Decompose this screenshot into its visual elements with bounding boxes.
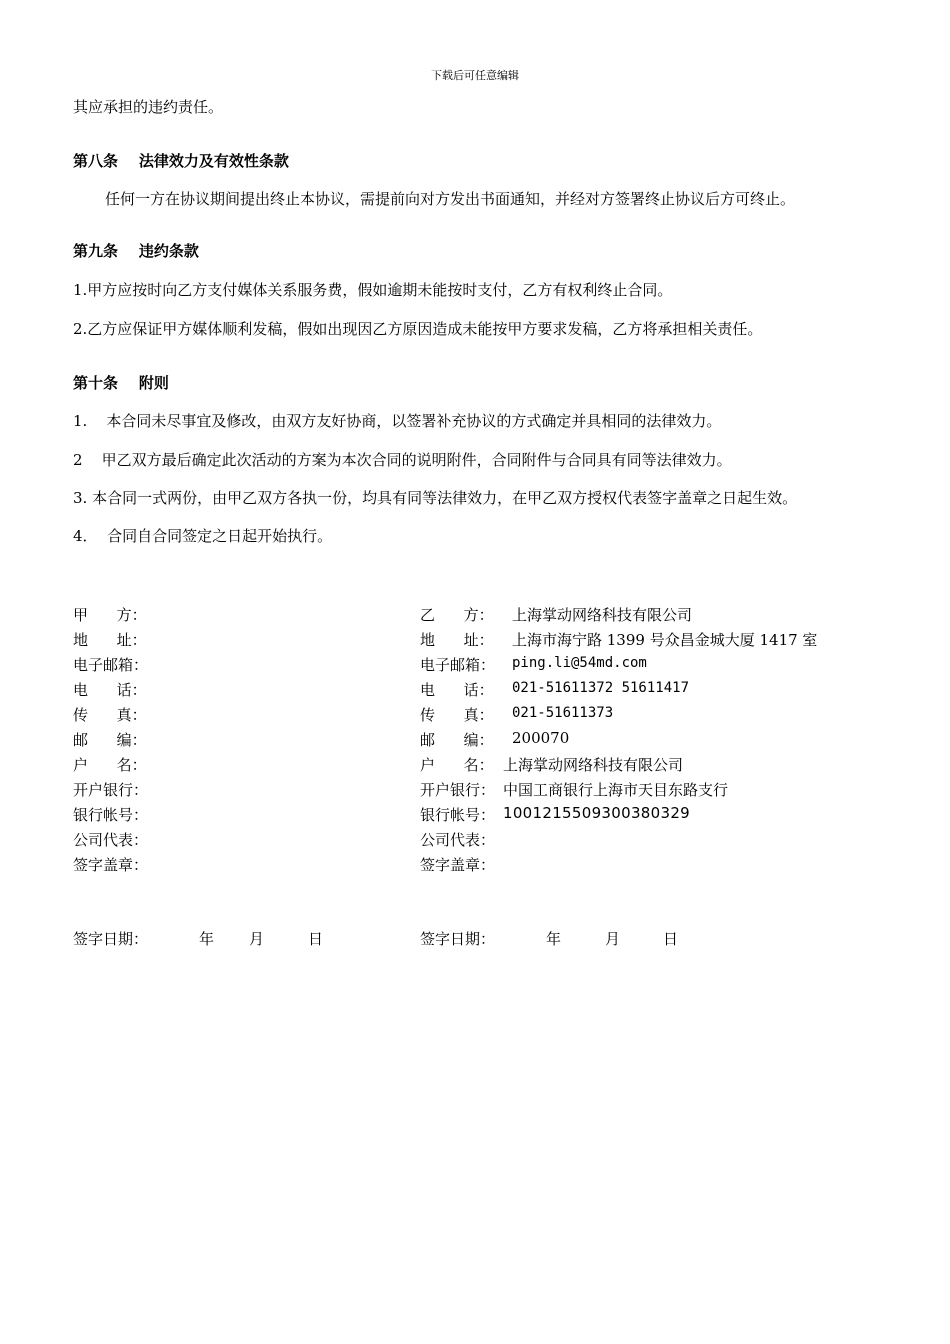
party-b-email-value: ping.li@54md.com [512, 655, 647, 671]
party-a-date-label: 签字日期： [73, 930, 149, 948]
party-b-phone-value: 021-51611372 51611417 [512, 680, 690, 696]
article-10-title: 第十条 附则 [73, 374, 169, 392]
party-a-account-no-label: 银行帐号： [73, 806, 149, 824]
party-b-phone-label: 电 话： [420, 681, 494, 699]
party-b-account-no-value: 1001215509300380329 [503, 804, 691, 822]
party-b-date-label: 签字日期： [420, 930, 496, 948]
party-b-date-year: 年 [546, 930, 562, 948]
article-9-item-1: 1.甲方应按时向乙方支付媒体关系服务费，假如逾期未能按时支付，乙方有权利终止合同。 [73, 281, 673, 299]
paragraph-continuation: 其应承担的违约责任。 [73, 98, 224, 116]
party-a-date-month: 月 [249, 930, 265, 948]
party-b-fax-value: 021-51611373 [512, 705, 614, 721]
party-b-address-value: 上海市海宁路 1399 号众昌金城大厦 1417 室 [512, 631, 818, 649]
party-b-seal-label: 签字盖章： [420, 856, 496, 874]
party-b-fax-label: 传 真： [420, 706, 494, 724]
article-8-paragraph: 任何一方在协议期间提出终止本协议，需提前向对方发出书面通知，并经对方签署终止协议后方可终止。 [105, 190, 796, 208]
party-a-fax-label: 传 真： [73, 706, 147, 724]
party-b-account-name-value: 上海掌动网络科技有限公司 [503, 756, 684, 774]
page-header: 下载后可任意编辑 [431, 69, 519, 82]
party-b-account-name-label: 户 名： [420, 756, 494, 774]
party-a-address-label: 地 址： [73, 631, 147, 649]
party-b-bank-value: 中国工商银行上海市天目东路支行 [503, 781, 729, 799]
party-a-zip-label: 邮 编： [73, 731, 147, 749]
party-a-date-year: 年 [199, 930, 215, 948]
article-10-item-1: 1. 本合同未尽事宜及修改，由双方友好协商，以签署补充协议的方式确定并具相同的法律效力。 [73, 412, 722, 430]
article-10-item-2: 2 甲乙双方最后确定此次活动的方案为本次合同的说明附件，合同附件与合同具有同等法律效力。 [73, 451, 732, 469]
party-b-address-label: 地 址： [420, 631, 494, 649]
party-b-zip-label: 邮 编： [420, 731, 494, 749]
party-a-account-name-label: 户 名： [73, 756, 147, 774]
party-a-name-label: 甲 方： [73, 606, 147, 624]
party-a-seal-label: 签字盖章： [73, 856, 149, 874]
party-b-zip-value: 200070 [512, 729, 570, 747]
party-a-rep-label: 公司代表： [73, 831, 149, 849]
party-b-name-label: 乙 方： [420, 606, 494, 624]
article-9-title: 第九条 违约条款 [73, 242, 199, 260]
party-b-account-no-label: 银行帐号： [420, 806, 496, 824]
article-10-item-3: 3. 本合同一式两份，由甲乙双方各执一份，均具有同等法律效力，在甲乙双方授权代表签字盖章之日起生效。 [73, 489, 798, 507]
party-a-email-label: 电子邮箱： [73, 656, 149, 674]
party-b-name-value: 上海掌动网络科技有限公司 [512, 606, 693, 624]
party-a-phone-label: 电 话： [73, 681, 147, 699]
party-b-date-day: 日 [663, 930, 679, 948]
article-9-item-2: 2.乙方应保证甲方媒体顺利发稿，假如出现因乙方原因造成未能按甲方要求发稿，乙方将承担相关责任。 [73, 320, 763, 338]
party-b-rep-label: 公司代表： [420, 831, 496, 849]
party-a-bank-label: 开户银行： [73, 781, 149, 799]
party-b-email-label: 电子邮箱： [420, 656, 496, 674]
party-b-date-month: 月 [605, 930, 621, 948]
party-a-date-day: 日 [308, 930, 324, 948]
article-8-title: 第八条 法律效力及有效性条款 [73, 152, 289, 170]
article-10-item-4: 4． 合同自合同签定之日起开始执行。 [73, 527, 333, 545]
party-b-bank-label: 开户银行： [420, 781, 496, 799]
